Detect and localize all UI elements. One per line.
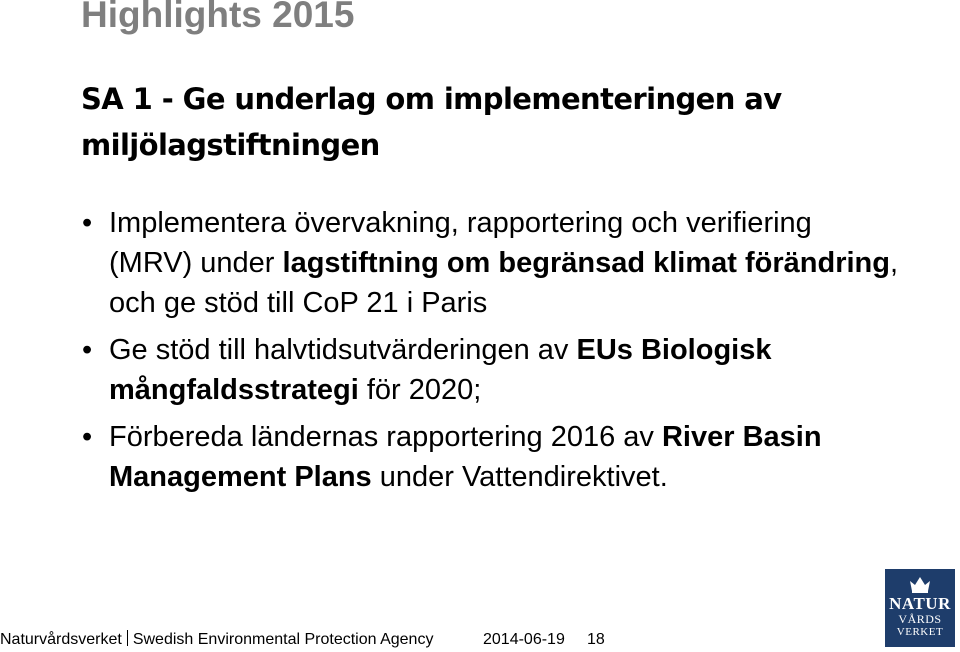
bullet-text: Implementera övervakning, rapportering och verifiering (MRV) under (109, 207, 812, 279)
bullet-text: , och ge stöd till CoP 21 i Paris (109, 247, 899, 319)
bullet-text-bold: EUs Biologisk mångfaldsstrategi (109, 334, 772, 406)
bullet-item (0, 203, 900, 323)
slide-title: Highlights 2015 (81, 0, 355, 35)
logo-line-2: VÅRDS (898, 612, 942, 626)
bullet-text: Förbereda ländernas rapportering 2016 av (109, 421, 662, 453)
crown-icon (885, 569, 955, 595)
logo-line-1: NATUR (889, 594, 951, 613)
logo-line-3: VERKET (896, 626, 944, 638)
bullet-text: för 2020; (358, 374, 482, 406)
bullet-text-bold: lagstiftning om begränsad klimat förändring (282, 247, 890, 279)
bullet-dot: • (82, 334, 93, 366)
bullet-list (0, 203, 900, 504)
footer-org-name: Naturvårdsverket (0, 631, 122, 648)
bullet-dot: • (82, 207, 93, 239)
footer-org-english: Swedish Environmental Protection Agency (132, 631, 434, 648)
bullet-text: under Vattendirektivet. (371, 461, 668, 493)
bullet-text: Ge stöd till halvtidsutvärderingen av (109, 334, 577, 366)
footer-date: 2014-06-19 (483, 631, 565, 648)
footer-separator (127, 630, 128, 646)
bullet-text-bold: River Basin Management Plans (109, 421, 822, 493)
footer-organization (0, 630, 433, 650)
page-number: 18 (587, 631, 605, 648)
bullet-item (0, 417, 900, 497)
bullet-dot: • (82, 421, 93, 453)
naturvardsverket-logo (885, 569, 955, 647)
slide-subtitle: SA 1 - Ge underlag om implementeringen av miljölagstiftningen (81, 82, 782, 162)
bullet-item (0, 330, 900, 410)
